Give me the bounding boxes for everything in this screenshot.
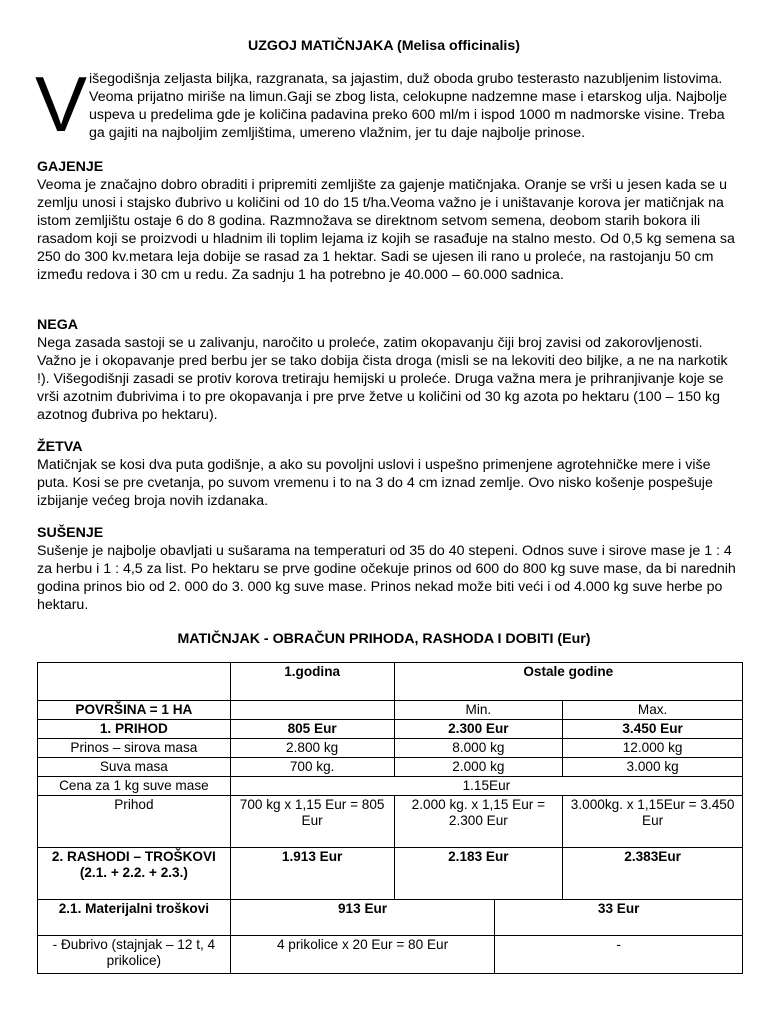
- intro-paragraph: [35, 60, 743, 148]
- cell-max: 12.000 kg: [563, 739, 743, 758]
- table-row: [38, 758, 743, 777]
- cell-year1: 4 prikolice x 20 Eur = 80 Eur: [230, 936, 495, 974]
- cell-max: 2.383Eur: [563, 848, 743, 900]
- table-title: MATIČNJAK - OBRAČUN PRIHODA, RASHODA I DOBITI (Eur): [177, 631, 591, 647]
- table-row: [38, 701, 743, 720]
- row-label: 1. PRIHOD: [38, 720, 231, 739]
- section-zetva: [37, 438, 743, 510]
- cell-min: 2.000 kg: [394, 758, 563, 777]
- section-text: Sušenje je najbolje obavljati u sušarama na temperaturi od 35 do 40 stepeni. Odnos suve i sirove mase je 1 : 4 za herbu i 1 : 4,5 za list. Po hektaru se prve godine očekuje prinos od 600 do 800 kg suve mase, da bi narednih godina prinos bio od 2. 000 do 3. 000 kg suve mase. Prinos nekad može biti veći i od 4.000 kg suve herbe po hektaru.: [37, 543, 736, 613]
- min-header: Min.: [394, 701, 563, 720]
- section-text: Matičnjak se kosi dva puta godišnje, a ako su povoljni uslovi i uspešno primenjene agrotehničke mere i više puta. Kosi se pre cvetanja, po suvom vremenu i to na 3 do 4 cm iznad zemlje. Ovo nisko košenje pospešuje izbijanje većeg broja novih izdanaka.: [37, 457, 713, 509]
- cell-min: 2.000 kg. x 1,15 Eur = 2.300 Eur: [394, 796, 563, 848]
- cell-year1: 700 kg x 1,15 Eur = 805 Eur: [230, 796, 394, 848]
- cell-min: 8.000 kg: [394, 739, 563, 758]
- row-label: Prinos – sirova masa: [38, 739, 231, 758]
- empty-cell: [38, 663, 231, 701]
- table-row: [38, 848, 743, 900]
- cell-year1: 700 kg.: [230, 758, 394, 777]
- row-label: - Đubrivo (stajnjak – 12 t, 4 prikolice): [38, 936, 231, 974]
- cell-max: 3.000 kg: [563, 758, 743, 777]
- table-row: [38, 777, 743, 796]
- cell-other: 33 Eur: [495, 900, 743, 936]
- section-text: Nega zasada sastoji se u zalivanju, naročito u proleće, zatim okopavanju čiji broj zavisi od zakorovljenosti. Važno je i okopavanje pred berbu jer se tako dobija čista droga (misli se na lekoviti deo biljke, a ne na narkotik !). Višegodišnji zasadi se protiv korova tretiraju hemijski u proleće. Druga važna mera je prihranjivanje koje se vrši azotnim đubrivima i to pre okopavanja i pre prve žetve u količini od 30 kg azota po hektaru (100 – 150 kg azotnog đubriva po hektaru).: [37, 335, 728, 423]
- row-label: Prihod: [38, 796, 231, 848]
- row-label: POVRŠINA = 1 HA: [38, 701, 231, 720]
- row-label: Suva masa: [38, 758, 231, 777]
- row-label: 2. RASHODI – TROŠKOVI (2.1. + 2.2. + 2.3.): [38, 848, 231, 900]
- section-nega: [37, 316, 743, 424]
- cell-year1: 805 Eur: [230, 720, 394, 739]
- document-title: UZGOJ MATIČNJAKA (Melisa officinalis): [248, 38, 520, 54]
- section-susenje: [37, 524, 743, 614]
- section-heading: GAJENJE: [37, 159, 104, 175]
- section-gajenje: [37, 158, 743, 284]
- cell-year1: 1.913 Eur: [230, 848, 394, 900]
- cell-other: -: [495, 936, 743, 974]
- cell-year1: 913 Eur: [230, 900, 495, 936]
- empty-cell: [230, 701, 394, 720]
- cell-max: 3.450 Eur: [563, 720, 743, 739]
- section-text: Veoma je značajno dobro obraditi i pripremiti zemljište za gajenje matičnjaka. Oranje se vrši u jesen kada se u zemlju unosi i stajsko đubrivo u količini od 10 do 15 t/ha.Veoma važno je i uništavanje korova jer matičnjak na istom zemljištu ostaje 6 do 8 godina. Razmnožava se direktnom setvom semena, deobom starih bokora ili rasadom koji se proizvodi u hladnim ili toplim lejama iz kojih se rasađuje na stalno mesto. Od 0,5 kg semena sa 250 do 300 kv.metara leja dobije se rasad za 1 hektar. Sadi se ujesen ili rano u proleće, na rastojanju 50 cm između redova i 30 cm u redu. Za sadnju 1 ha potrebno je 40.000 – 60.000 sadnica.: [37, 177, 735, 283]
- table-row: [38, 900, 743, 936]
- section-heading: NEGA: [37, 317, 78, 333]
- table-row: [38, 796, 743, 848]
- cell-year1: 2.800 kg: [230, 739, 394, 758]
- cell-min: 2.300 Eur: [394, 720, 563, 739]
- table-row: [38, 936, 743, 974]
- max-header: Max.: [563, 701, 743, 720]
- section-heading: ŽETVA: [37, 439, 83, 455]
- table-header-row: [38, 663, 743, 701]
- table-row: [38, 720, 743, 739]
- row-label: Cena za 1 kg suve mase: [38, 777, 231, 796]
- cell-max: 3.000kg. x 1,15Eur = 3.450 Eur: [563, 796, 743, 848]
- cell-price: 1.15Eur: [230, 777, 742, 796]
- finance-table: [37, 662, 743, 974]
- header-other-years: Ostale godine: [394, 663, 742, 701]
- intro-text: išegodišnja zeljasta biljka, razgranata, sa jajastim, duž oboda grubo testerasto nazubljenim listovima. Veoma prijatno miriše na limun.Gaji se zbog lista, celokupne nadzemne mase i etarskog ulja. Najbolje uspeva u predelima gde je količina padavina preko 600 ml/m i ispod 1000 m nadmorske visine. Treba ga gajiti na najboljim zemljištima, umereno vlažnim, jer tu daje najbolje prinose.: [89, 71, 728, 141]
- row-label: 2.1. Materijalni troškovi: [38, 900, 231, 936]
- cell-min: 2.183 Eur: [394, 848, 563, 900]
- table-row: [38, 739, 743, 758]
- section-heading: SUŠENJE: [37, 525, 104, 541]
- header-year1: 1.godina: [230, 663, 394, 701]
- drop-cap: V: [35, 60, 88, 148]
